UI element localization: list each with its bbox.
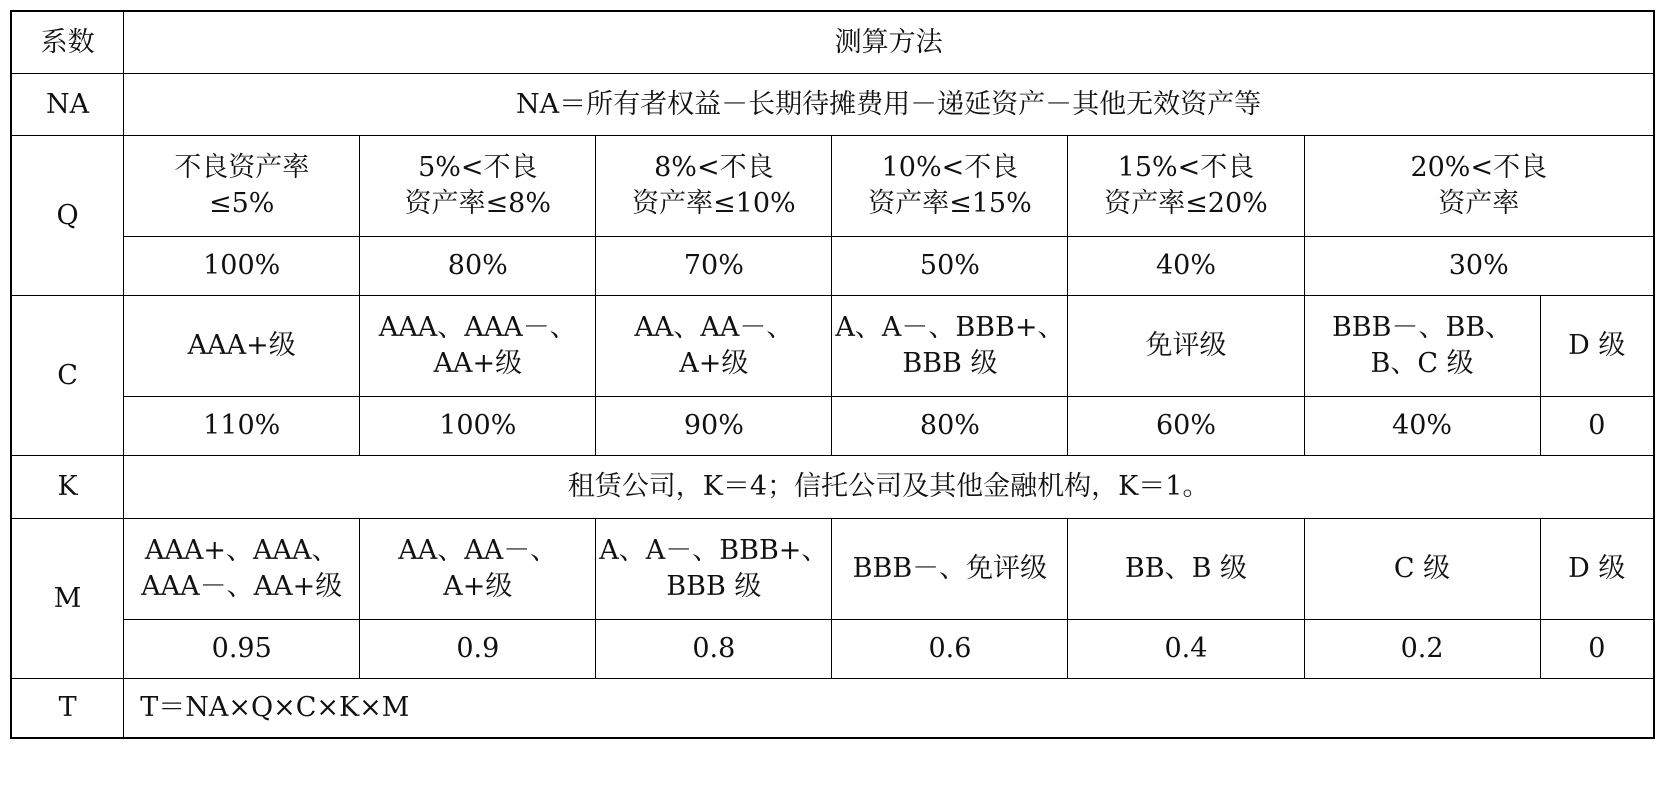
c-grade-7: D 级 (1540, 296, 1654, 397)
q-value-2: 80% (360, 237, 596, 296)
c-grade-3: AA、AA－、 A+级 (596, 296, 832, 397)
m-value-5: 0.4 (1068, 620, 1304, 679)
c-value-6: 40% (1304, 397, 1540, 456)
q-range-6: 20%<不良 资产率 (1304, 136, 1654, 237)
c-value-4: 80% (832, 397, 1068, 456)
q-value-5: 40% (1068, 237, 1304, 296)
header-method: 测算方法 (124, 11, 1654, 74)
m-value-3: 0.8 (596, 620, 832, 679)
row-label-m: M (11, 519, 124, 679)
table-row-q-values (11, 237, 1654, 296)
q-range-3: 8%<不良 资产率≤10% (596, 136, 832, 237)
m-grade-6: C 级 (1304, 519, 1540, 620)
table-row-m-values (11, 620, 1654, 679)
table-row-c-grades (11, 296, 1654, 397)
m-grade-4: BBB－、免评级 (832, 519, 1068, 620)
table-row-m-grades (11, 519, 1654, 620)
c-grade-2: AAA、AAA－、 AA+级 (360, 296, 596, 397)
m-grade-2: AA、AA－、 A+级 (360, 519, 596, 620)
c-value-3: 90% (596, 397, 832, 456)
m-grade-3: A、A－、BBB+、 BBB 级 (596, 519, 832, 620)
table-header-row (11, 11, 1654, 74)
header-coef: 系数 (11, 11, 124, 74)
c-value-5: 60% (1068, 397, 1304, 456)
row-label-q: Q (11, 136, 124, 296)
c-grade-4: A、A－、BBB+、 BBB 级 (832, 296, 1068, 397)
table-row-c-values (11, 397, 1654, 456)
m-value-6: 0.2 (1304, 620, 1540, 679)
table-row-k (11, 456, 1654, 519)
table-row-q-ranges (11, 136, 1654, 237)
k-text: 租赁公司，K＝4；信托公司及其他金融机构，K＝1。 (124, 456, 1654, 519)
coefficient-table (10, 10, 1655, 739)
q-range-5: 15%<不良 资产率≤20% (1068, 136, 1304, 237)
row-label-k: K (11, 456, 124, 519)
c-grade-1: AAA+级 (124, 296, 360, 397)
m-value-7: 0 (1540, 620, 1654, 679)
table-row-t (11, 679, 1654, 739)
q-value-6: 30% (1304, 237, 1654, 296)
q-range-2: 5%<不良 资产率≤8% (360, 136, 596, 237)
q-value-1: 100% (124, 237, 360, 296)
m-grade-5: BB、B 级 (1068, 519, 1304, 620)
t-formula: T＝NA×Q×C×K×M (124, 679, 1654, 739)
q-range-1: 不良资产率 ≤5% (124, 136, 360, 237)
m-value-2: 0.9 (360, 620, 596, 679)
table-row-na (11, 74, 1654, 136)
q-value-4: 50% (832, 237, 1068, 296)
c-grade-6: BBB－、BB、 B、C 级 (1304, 296, 1540, 397)
na-formula: NA＝所有者权益－长期待摊费用－递延资产－其他无效资产等 (124, 74, 1654, 136)
m-value-4: 0.6 (832, 620, 1068, 679)
q-value-3: 70% (596, 237, 832, 296)
c-value-7: 0 (1540, 397, 1654, 456)
row-label-na: NA (11, 74, 124, 136)
c-value-2: 100% (360, 397, 596, 456)
table-container (10, 10, 1655, 739)
m-value-1: 0.95 (124, 620, 360, 679)
q-range-4: 10%<不良 资产率≤15% (832, 136, 1068, 237)
c-grade-5: 免评级 (1068, 296, 1304, 397)
row-label-c: C (11, 296, 124, 456)
m-grade-7: D 级 (1540, 519, 1654, 620)
c-value-1: 110% (124, 397, 360, 456)
m-grade-1: AAA+、AAA、 AAA－、AA+级 (124, 519, 360, 620)
row-label-t: T (11, 679, 124, 739)
